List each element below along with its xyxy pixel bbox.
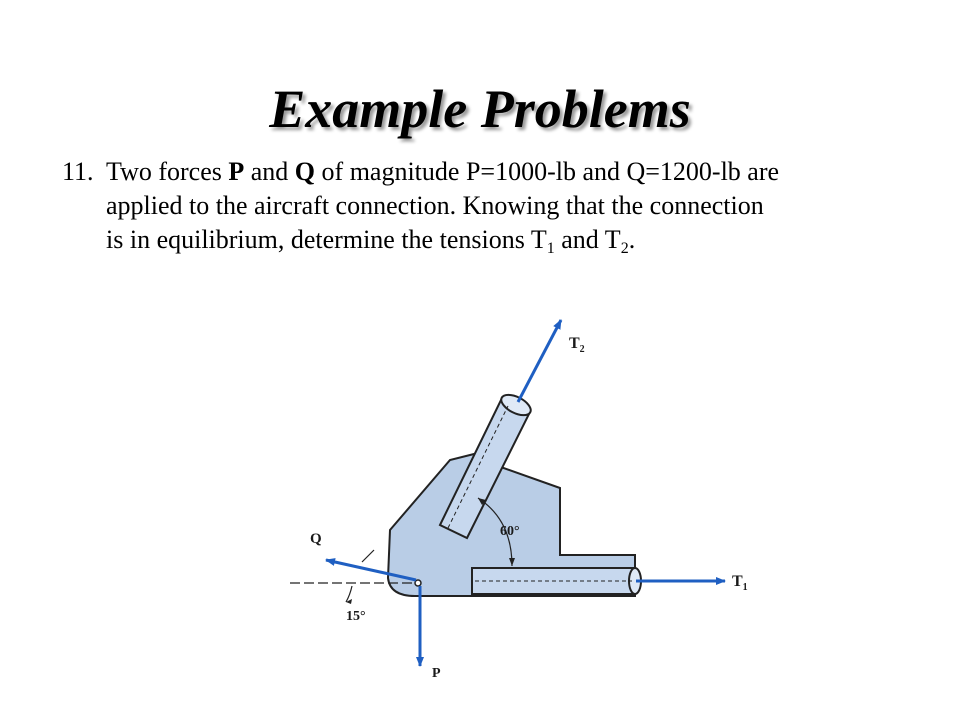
force-q-symbol: Q xyxy=(294,157,316,186)
text-part: and xyxy=(244,157,295,186)
page-title: Example Problems xyxy=(269,79,691,139)
text-part: and T xyxy=(554,225,621,254)
t2-label: $T_2$ xyxy=(569,335,585,355)
q-label: Q xyxy=(310,531,322,547)
t2-arrow xyxy=(518,320,561,402)
text-part: of magnitude P=1000-lb and Q=1200-lb are applied to the aircraft connection. Knowing that the connection is in equilibrium, determine the tensions T xyxy=(106,157,780,254)
problem-number: 11. xyxy=(62,157,94,186)
force-p-symbol: P xyxy=(228,157,245,186)
problem-text xyxy=(106,155,782,257)
angle-15-label: 15° xyxy=(346,609,366,624)
angle-60-label: 60° xyxy=(500,524,520,539)
problem-statement xyxy=(62,155,782,257)
diagram-svg xyxy=(280,310,780,710)
subscript-2: 2 xyxy=(620,240,629,257)
connection-diagram xyxy=(280,310,780,710)
subscript-1: 1 xyxy=(546,240,555,257)
joint-pin xyxy=(415,580,421,586)
text-part: . xyxy=(628,225,636,254)
horizontal-member xyxy=(472,568,641,594)
t1-label: $T_1$ xyxy=(732,573,748,593)
p-label: P xyxy=(432,666,441,681)
text-part: Two forces xyxy=(106,157,229,186)
